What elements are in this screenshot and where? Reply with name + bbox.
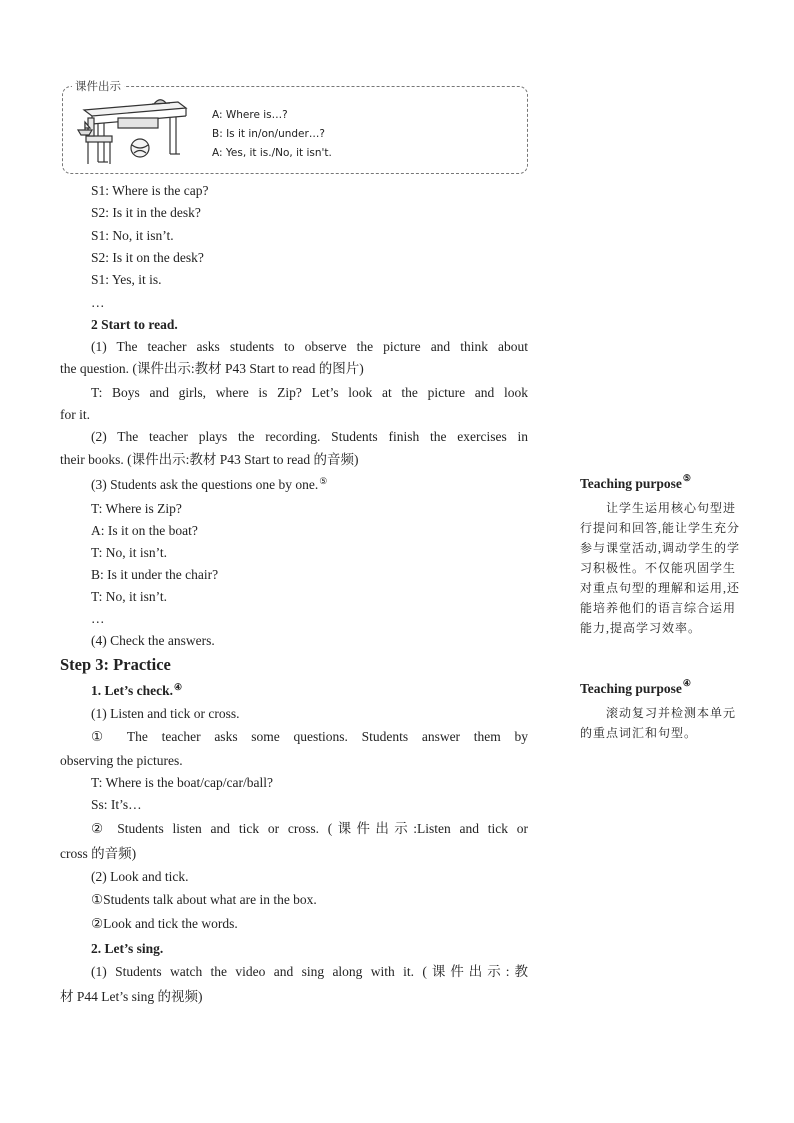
start-read-p4: (4) Check the answers. xyxy=(91,633,215,648)
teaching-purpose-5-mark: ⑤ xyxy=(682,473,691,483)
start-read-p2b: their books. (课件出示:教材 P43 Start to read 的音频) xyxy=(60,452,359,467)
dialogue2-line-3: T: No, it isn’t. xyxy=(91,545,167,560)
dialogue2-ellipsis: … xyxy=(91,611,105,626)
sing-s1b: 材 P44 Let’s sing 的视频) xyxy=(60,989,203,1004)
dialogue1-line-1: S1: Where is the cap? xyxy=(91,183,209,198)
teaching-purpose-4-mark: ④ xyxy=(682,678,691,688)
check-ss: Ss: It’s… xyxy=(91,797,142,812)
teaching-purpose-4-title: Teaching purpose xyxy=(580,681,682,696)
check-c1b-b: cross 的音频) xyxy=(60,846,137,861)
sing-s1a: (1) Students watch the video and sing along with it. (课件出示:教 xyxy=(91,964,528,979)
dialogue1-line-3: S1: No, it isn’t. xyxy=(91,228,174,243)
dialogue2-line-2: A: Is it on the boat? xyxy=(91,523,198,538)
check-heading: 1. Let’s check. xyxy=(91,683,173,698)
check-heading-line xyxy=(91,682,182,699)
courseware-box-label: 课件出示 xyxy=(72,78,124,94)
sing-heading: 2. Let’s sing. xyxy=(91,941,164,956)
check-c2b: ②Look and tick the words. xyxy=(91,916,238,931)
start-read-p3 xyxy=(91,476,327,493)
teaching-purpose-5-title: Teaching purpose xyxy=(580,476,682,491)
teaching-purpose-5-text: 让学生运用核心句型进行提问和回答,能让学生充分参与课堂活动,调动学生的学习积极性。不仅能巩固学生对重点句型的理解和运用,还能培养他们的语言综合运用能力,提高学习效率。 xyxy=(580,501,741,635)
start-read-t1b: for it. xyxy=(60,407,90,422)
check-c2: (2) Look and tick. xyxy=(91,869,189,884)
dialogue1-ellipsis: … xyxy=(91,295,105,310)
desk-illustration-icon xyxy=(74,96,190,168)
check-c1a-a: ① The teacher asks some questions. Students answer them by xyxy=(91,729,528,744)
footnote-mark-4: ④ xyxy=(173,682,183,692)
dialogue1-line-5: S1: Yes, it is. xyxy=(91,272,162,287)
check-c2a: ①Students talk about what are in the box. xyxy=(91,892,317,907)
dialogue2-line-4: B: Is it under the chair? xyxy=(91,567,219,582)
courseware-line-1: A: Where is…? xyxy=(212,109,288,121)
check-c1b-a: ② Students listen and tick or cross. (课件出示:Listen and tick or xyxy=(91,821,528,836)
start-read-p1a: (1) The teacher asks students to observe the picture and think about xyxy=(91,339,528,354)
courseware-line-3: A: Yes, it is./No, it isn't. xyxy=(212,147,332,159)
step3-heading: Step 3: Practice xyxy=(60,655,171,674)
dialogue2-line-5: T: No, it isn’t. xyxy=(91,589,167,604)
courseware-line-2: B: Is it in/on/under…? xyxy=(212,128,325,140)
dialogue2-line-1: T: Where is Zip? xyxy=(91,501,182,516)
start-read-t1a: T: Boys and girls, where is Zip? Let’s look at the picture and look xyxy=(91,385,528,400)
check-t: T: Where is the boat/cap/car/ball? xyxy=(91,775,273,790)
start-read-p3-text: (3) Students ask the questions one by one. xyxy=(91,477,319,492)
start-read-p2a: (2) The teacher plays the recording. Students finish the exercises in xyxy=(91,429,528,444)
teaching-purpose-4-heading xyxy=(580,678,691,697)
footnote-mark-5: ⑤ xyxy=(319,476,328,486)
dialogue1-line-4: S2: Is it on the desk? xyxy=(91,250,204,265)
teaching-purpose-5-heading xyxy=(580,473,691,492)
teaching-purpose-4-text: 滚动复习并检测本单元的重点词汇和句型。 xyxy=(580,706,737,740)
start-read-heading: 2 Start to read. xyxy=(91,317,178,332)
check-c1: (1) Listen and tick or cross. xyxy=(91,706,240,721)
dialogue1-line-2: S2: Is it in the desk? xyxy=(91,205,201,220)
check-c1a-b: observing the pictures. xyxy=(60,753,183,768)
start-read-p1b: the question. (课件出示:教材 P43 Start to read 的图片) xyxy=(60,361,364,376)
